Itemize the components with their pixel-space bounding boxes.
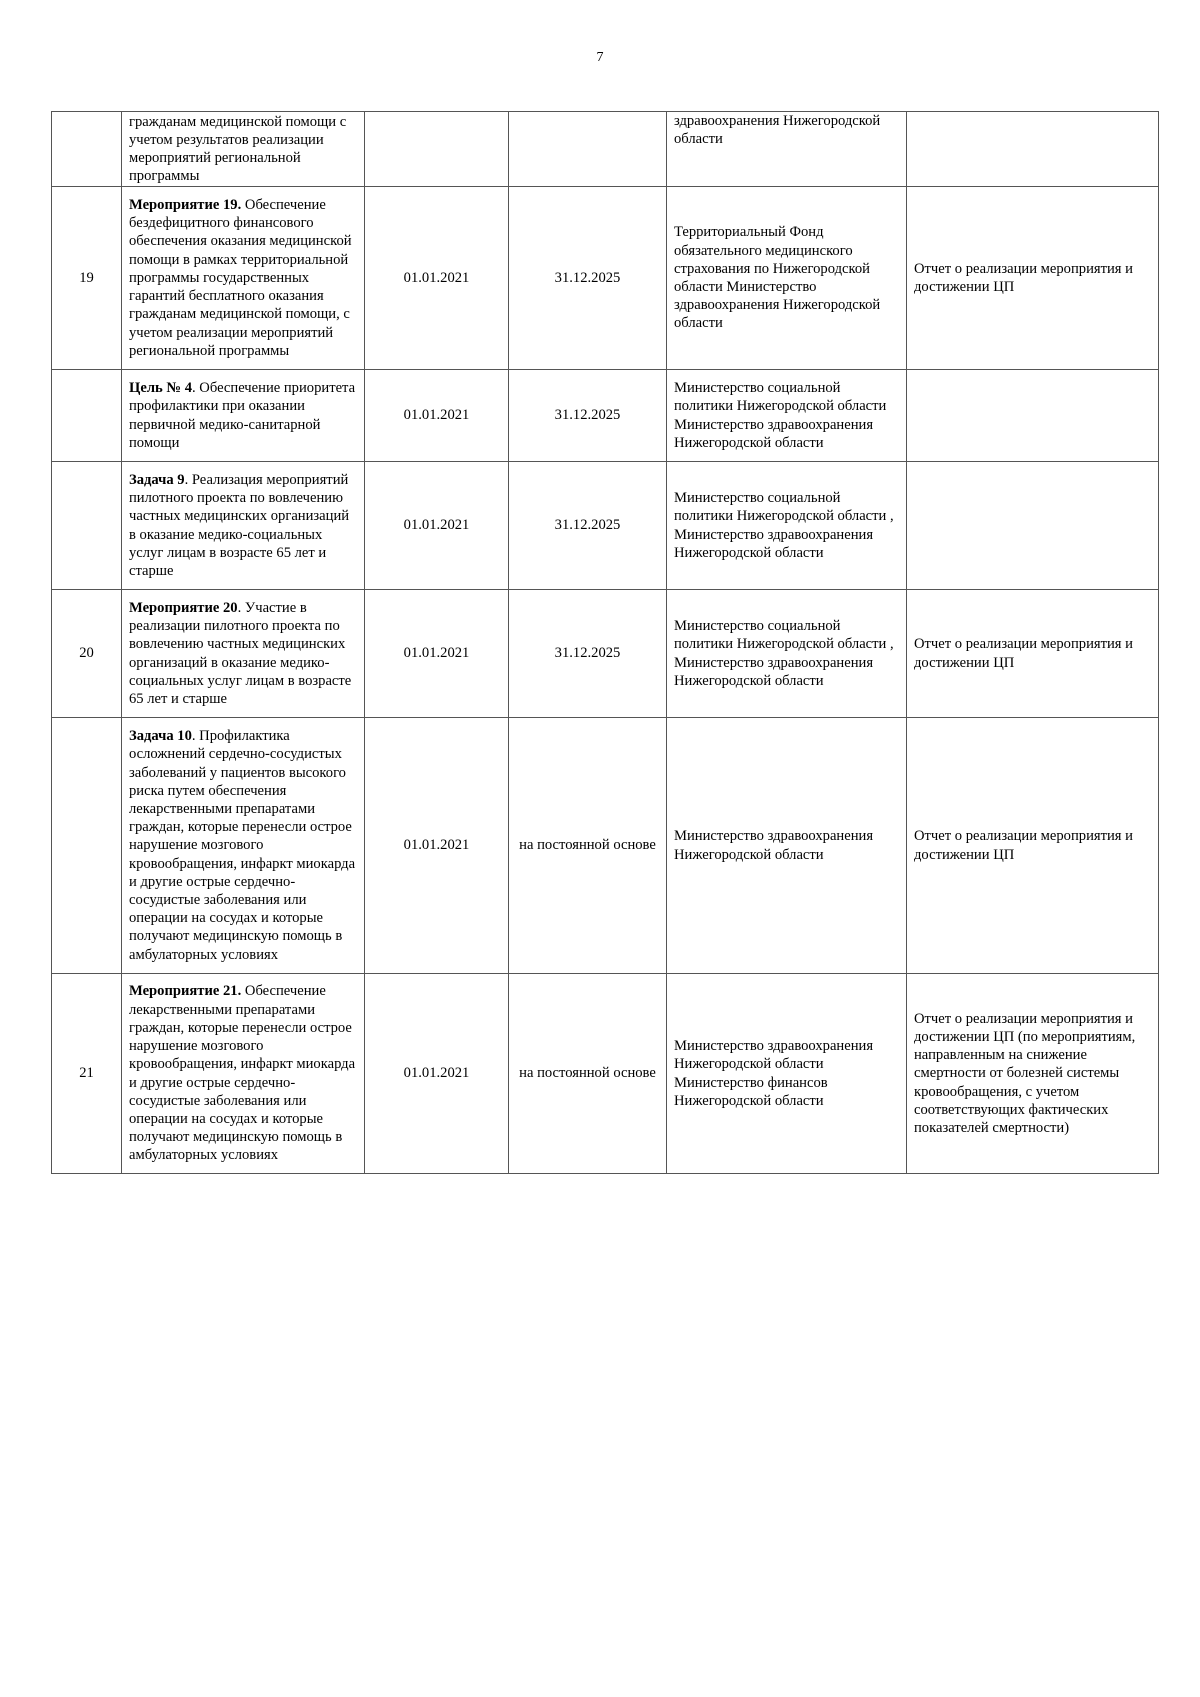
row-activity: [122, 462, 365, 590]
row-start-date: 01.01.2021: [365, 590, 509, 718]
row-activity: [122, 112, 365, 187]
row-number: 19: [52, 187, 122, 370]
row-start-date: 01.01.2021: [365, 462, 509, 590]
row-number: [52, 112, 122, 187]
row-result: Отчет о реализации мероприятия и достижении ЦП: [907, 187, 1159, 370]
row-activity-lead: Цель № 4: [129, 380, 192, 397]
row-activity: [122, 974, 365, 1174]
row-activity-text: гражданам медицинской помощи с учетом результатов реализации мероприятий региональной программы: [129, 113, 347, 185]
row-number: 21: [52, 974, 122, 1174]
row-end-date: на постоянной основе: [509, 974, 667, 1174]
row-activity-text: Обеспечение лекарственными препаратами граждан, которые перенесли острое нарушение мозгового кровообращения, инфаркт миокарда и другие острые сердечно-сосудистые заболевания или операции на сосудах и которые получают медицинскую помощь в амбулаторных условиях: [129, 983, 356, 1164]
row-executor: здравоохранения Нижегородской области: [667, 112, 907, 187]
row-activity-text: . Профилактика осложнений сердечно-сосудистых заболеваний у пациентов высокого риска путем обеспечения лекарственными препаратами граждан, которые перенесли острое нарушение мозгового кровообращения, инфаркт миокарда и другие острые сердечно-сосудистые заболевания или операции на сосудах и которые получают медицинскую помощь в амбулаторных условиях: [129, 728, 356, 963]
row-executor: Министерство социальной политики Нижегородской области , Министерство здравоохранения Нижегородской области: [667, 462, 907, 590]
row-activity-lead: Мероприятие 20: [129, 599, 238, 616]
row-executor: Территориальный Фонд обязательного медицинского страхования по Нижегородской области Министерство здравоохранения Нижегородской области: [667, 187, 907, 370]
table-row: [52, 590, 1159, 718]
row-start-date: 01.01.2021: [365, 187, 509, 370]
page-number: 7: [596, 50, 604, 65]
table-row: [52, 370, 1159, 462]
row-executor: Министерство здравоохранения Нижегородской области: [667, 718, 907, 974]
row-activity-lead: Мероприятие 21.: [129, 983, 242, 1000]
row-activity-lead: Задача 10: [129, 728, 192, 745]
table-row: [52, 718, 1159, 974]
row-activity: [122, 718, 365, 974]
row-executor: Министерство здравоохранения Нижегородской области Министерство финансов Нижегородской области: [667, 974, 907, 1174]
row-start-date: 01.01.2021: [365, 974, 509, 1174]
table-row: [52, 462, 1159, 590]
row-activity: [122, 187, 365, 370]
row-end-date: [509, 112, 667, 187]
row-activity-text: . Реализация мероприятий пилотного проекта по вовлечению частных медицинских организаций в оказание медико-социальных услуг лицам в возрасте 65 лет и старше: [129, 471, 350, 579]
row-activity: [122, 370, 365, 462]
row-start-date: 01.01.2021: [365, 718, 509, 974]
row-result: [907, 112, 1159, 187]
row-end-date: 31.12.2025: [509, 590, 667, 718]
row-number: [52, 462, 122, 590]
row-end-date: на постоянной основе: [509, 718, 667, 974]
row-activity-text: Обеспечение бездефицитного финансового обеспечения оказания медицинской помощи в рамках территориальной программы государственных гарантий бесплатного оказания гражданам медицинской помощи, с учетом реализации мероприятий региональной программы: [129, 197, 352, 359]
row-activity-text: . Обеспечение приоритета профилактики при оказании первичной медико-санитарной помощи: [129, 380, 356, 451]
row-executor: Министерство социальной политики Нижегородской области Министерство здравоохранения Нижегородской области: [667, 370, 907, 462]
row-result: Отчет о реализации мероприятия и достижении ЦП: [907, 590, 1159, 718]
row-result: Отчет о реализации мероприятия и достижении ЦП (по мероприятиям, направленным на снижение смертности от болезней системы кровообращения, с учетом соответствующих фактических показателей смертности): [907, 974, 1159, 1174]
row-activity-lead: Задача 9: [129, 471, 185, 488]
row-activity: [122, 590, 365, 718]
row-result: [907, 370, 1159, 462]
row-end-date: 31.12.2025: [509, 187, 667, 370]
table-row: [52, 112, 1159, 187]
row-executor: Министерство социальной политики Нижегородской области , Министерство здравоохранения Нижегородской области: [667, 590, 907, 718]
row-end-date: 31.12.2025: [509, 370, 667, 462]
row-activity-lead: Мероприятие 19.: [129, 197, 242, 214]
row-number: [52, 718, 122, 974]
table-row: [52, 974, 1159, 1174]
row-start-date: [365, 112, 509, 187]
row-number: [52, 370, 122, 462]
table-row: [52, 187, 1159, 370]
row-result: Отчет о реализации мероприятия и достижении ЦП: [907, 718, 1159, 974]
row-activity-text: . Участие в реализации пилотного проекта по вовлечению частных медицинских организаций в оказание медико-социальных услуг лицам в возрасте 65 лет и старше: [129, 599, 352, 707]
row-start-date: 01.01.2021: [365, 370, 509, 462]
row-number: 20: [52, 590, 122, 718]
row-result: [907, 462, 1159, 590]
activities-table: [51, 111, 1159, 1174]
row-end-date: 31.12.2025: [509, 462, 667, 590]
